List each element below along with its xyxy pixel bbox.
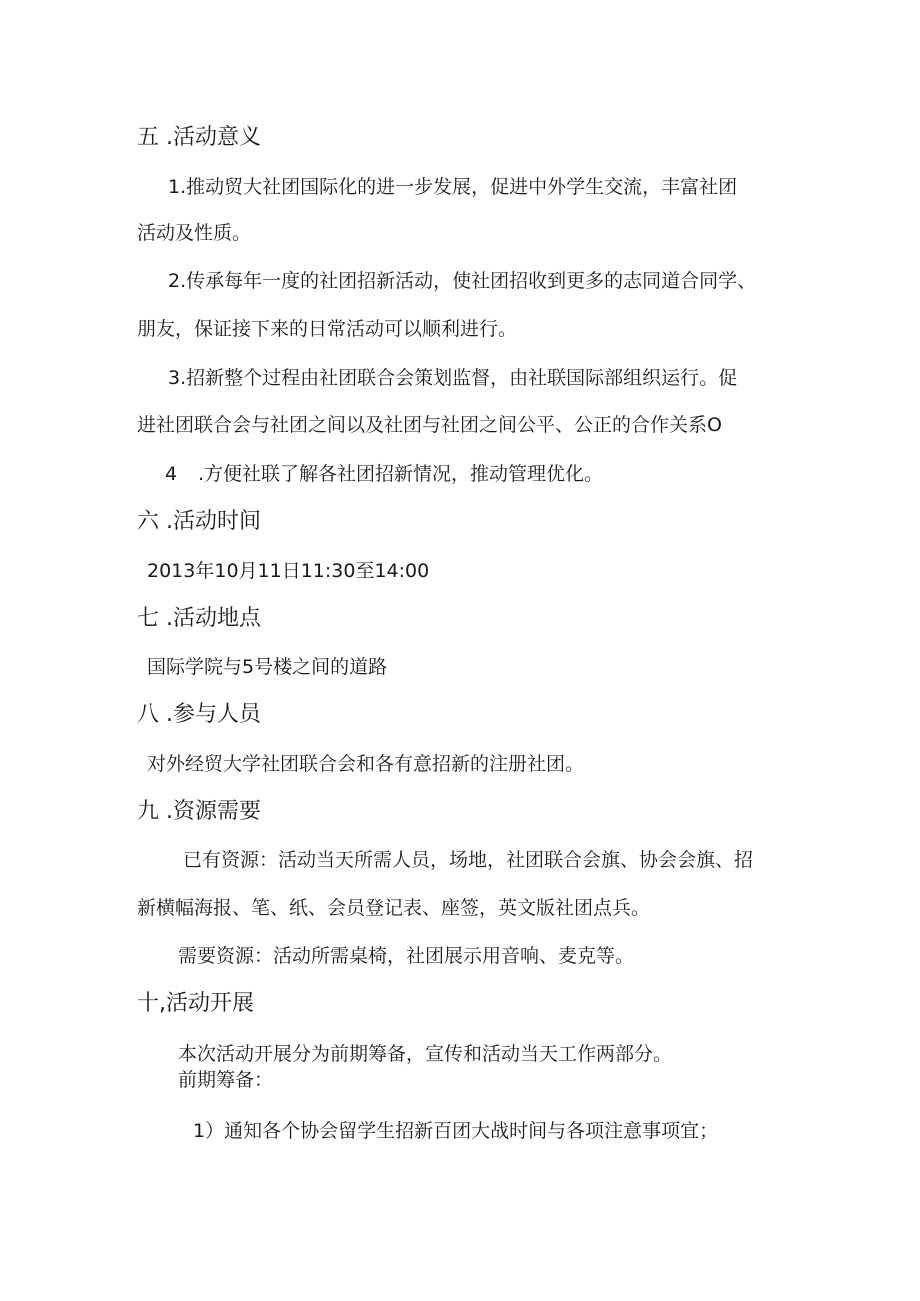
- section-5-heading: 五 .活动意义: [137, 125, 261, 150]
- s5-item-4-text: .方便社联了解各社团招新情况，推动管理优化。: [198, 463, 604, 485]
- s5-item-2-number: 2: [168, 270, 181, 292]
- s5-item-4-number: 4: [165, 463, 178, 485]
- event-time: 2013年10月11日11:30至14:00: [147, 560, 430, 582]
- s5-item-1-number: 1: [168, 176, 181, 198]
- prep-item-1: 1）通知各个协会留学生招新百团大战时间与各项注意事项宜；: [193, 1120, 719, 1142]
- s5-item-3-number: 3: [168, 367, 181, 389]
- s5-item-1-line-2: 活动及性质。: [137, 222, 252, 244]
- s5-item-1-line-1: [168, 178, 737, 197]
- existing-resources-line-1: 已有资源：活动当天所需人员，场地，社团联合会旗、协会会旗、招: [183, 849, 754, 871]
- s5-item-3-text: .招新整个过程由社团联合会策划监督，由社联国际部组织运行。促: [180, 367, 738, 389]
- s5-item-3-line-1: [168, 369, 737, 388]
- section-8-heading: 八 .参与人员: [137, 702, 261, 727]
- event-location: 国际学院与5号楼之间的道路: [147, 656, 388, 678]
- existing-resources-line-2: 新横幅海报、笔、纸、会员登记表、座签，英文版社团点兵。: [137, 897, 651, 919]
- s5-item-4-line-1: [165, 465, 603, 484]
- needed-resources: 需要资源：活动所需桌椅，社团展示用音响、麦克等。: [178, 945, 635, 967]
- s5-item-2-line-2: 朋友，保证接下来的日常活动可以顺利进行。: [137, 318, 518, 340]
- section-7-heading: 七 .活动地点: [137, 606, 261, 631]
- section-9-heading: 九 .资源需要: [137, 799, 261, 824]
- s5-item-2-line-1: [168, 272, 756, 291]
- section-6-heading: 六 .活动时间: [137, 509, 261, 534]
- s5-item-3-line-2: 进社团联合会与社团之间以及社团与社团之间公平、公正的合作关系O: [137, 414, 722, 436]
- section-10-heading: 十,活动开展: [137, 991, 254, 1016]
- activity-intro: 本次活动开展分为前期筹备，宣传和活动当天工作两部分。: [178, 1043, 673, 1065]
- prep-subheading: 前期筹备：: [178, 1069, 274, 1091]
- participants: 对外经贸大学社团联合会和各有意招新的注册社团。: [147, 753, 585, 775]
- s5-item-1-text: .推动贸大社团国际化的进一步发展，促进中外学生交流，丰富社团: [180, 176, 738, 198]
- s5-item-2-text: .传承每年一度的社团招新活动，使社团招收到更多的志同道合同学、: [180, 270, 757, 292]
